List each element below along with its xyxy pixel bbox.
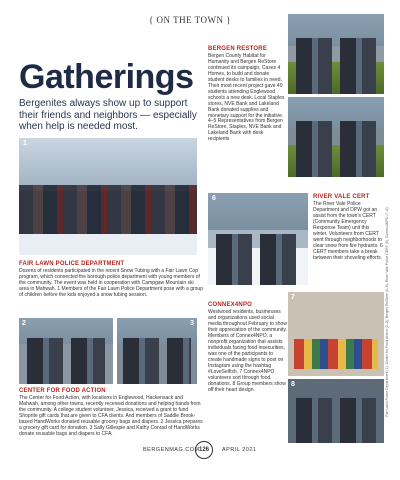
- photo-number-7: 7: [291, 294, 295, 301]
- photo-connex-7: [288, 292, 384, 376]
- river-vale-heading: RIVER VALE CERT: [313, 194, 370, 200]
- food-action-body: The Center for Food Action, with locations in Englewood, Hackensack and Mahwah, among other towns, recently received donations and helping hands from the community. A college student volunteer, Jessica, received a grant to fund Shoprite gift cards that are given to CFA clients. And members of Saddle Brook-based HandWorks donated reusable grocery bags and diapers. 2 Jessica prepares a grocery gift card for donation. 3 Sally Gillespie and Kathy Conrad of HandWorks donate reusable bags and diapers to CFA.: [19, 395, 203, 437]
- photo-number-1: 1: [23, 140, 27, 147]
- fair-lawn-body: Dozens of residents participated in the recent Snow Tubing with a Fair Lawn Cop program, which connected the borough police department with young members of the community. The event was held in cooperation with Campgaw Mountain ski area in Mahwah. 1 Members of the Fair Lawn Police Department pose with a group of children before the kids enjoyed a snow tubing session.: [19, 268, 203, 298]
- bergen-restore-heading: BERGEN RESTORE: [208, 46, 268, 52]
- photo-number-3: 3: [190, 320, 194, 327]
- photo-food-action-3: [117, 318, 197, 384]
- page-title: Gatherings: [19, 58, 194, 96]
- photo-credit-text: Fair Lawn Police Department (1), Center for Food Action (2–3), Bergen ReStore (4–5), River Vale Police CERT (6), Connex4NPO (7–8): [385, 207, 389, 417]
- section-tag: { ON THE TOWN }: [148, 15, 232, 25]
- page-number: 126: [195, 441, 213, 459]
- photo-bergen-restore-4: [288, 14, 384, 94]
- connex-heading: CONNEX4NPO: [208, 302, 253, 308]
- footer-date: APRIL 2021: [222, 447, 257, 453]
- photo-food-action-2: [19, 318, 113, 384]
- bergen-restore-caption: 4–5 Representatives from Bergen ReStore, Staples, NVE Bank and Lakeland Bank with desk recipients: [208, 118, 283, 142]
- photo-number-2: 2: [22, 320, 26, 327]
- photo-bergen-restore-5: [288, 97, 384, 177]
- connex-body: Westwood residents, businesses and organizations used social media throughout February to show their appreciation of the community. Members of Connex4NPO, a nonprofit organization that assists individuals facing food insecurities, was one of the participants to create handmade signs to post on Instagram using the hashtag #LoveSelfish. 7 Connex4NPO volunteers sort through food donations. 8 Group members show off their heart design.: [208, 309, 287, 393]
- food-action-heading: CENTER FOR FOOD ACTION: [19, 388, 106, 394]
- footer-site: BERGENMAG.COM: [143, 447, 200, 453]
- photo-fair-lawn-police: [19, 138, 197, 255]
- photo-river-vale-cert: [208, 193, 308, 285]
- photo-credit: [382, 180, 392, 450]
- river-vale-body: The River Vale Police Department and DPW got an assist from the town's CERT (Community Emergency Response Team) unit this winter. Volunteers from CERT went through neighborhoods to clear snow from fire hydrants. 6 CERT members take a break between their shoveling efforts.: [313, 201, 383, 261]
- page-subtitle: Bergenites always show up to support their friends and neighbors — especially when help is needed most.: [19, 98, 197, 132]
- photo-number-8: 8: [291, 381, 295, 388]
- photo-number-6: 6: [212, 195, 216, 202]
- fair-lawn-heading: FAIR LAWN POLICE DEPARTMENT: [19, 261, 125, 267]
- photo-connex-8: [288, 379, 384, 443]
- bergen-restore-body: Bergen County Habitat for Humanity and Bergen ReStore continued its campaign, Cases 4 Homes, to build and donate student desks to families in need. Their most recent project gave 40 students attending Englewood schools a new desk. Local Staples stores, NVE Bank and Lakeland Bank donated supplies and monetary support for the initiative.: [208, 53, 285, 119]
